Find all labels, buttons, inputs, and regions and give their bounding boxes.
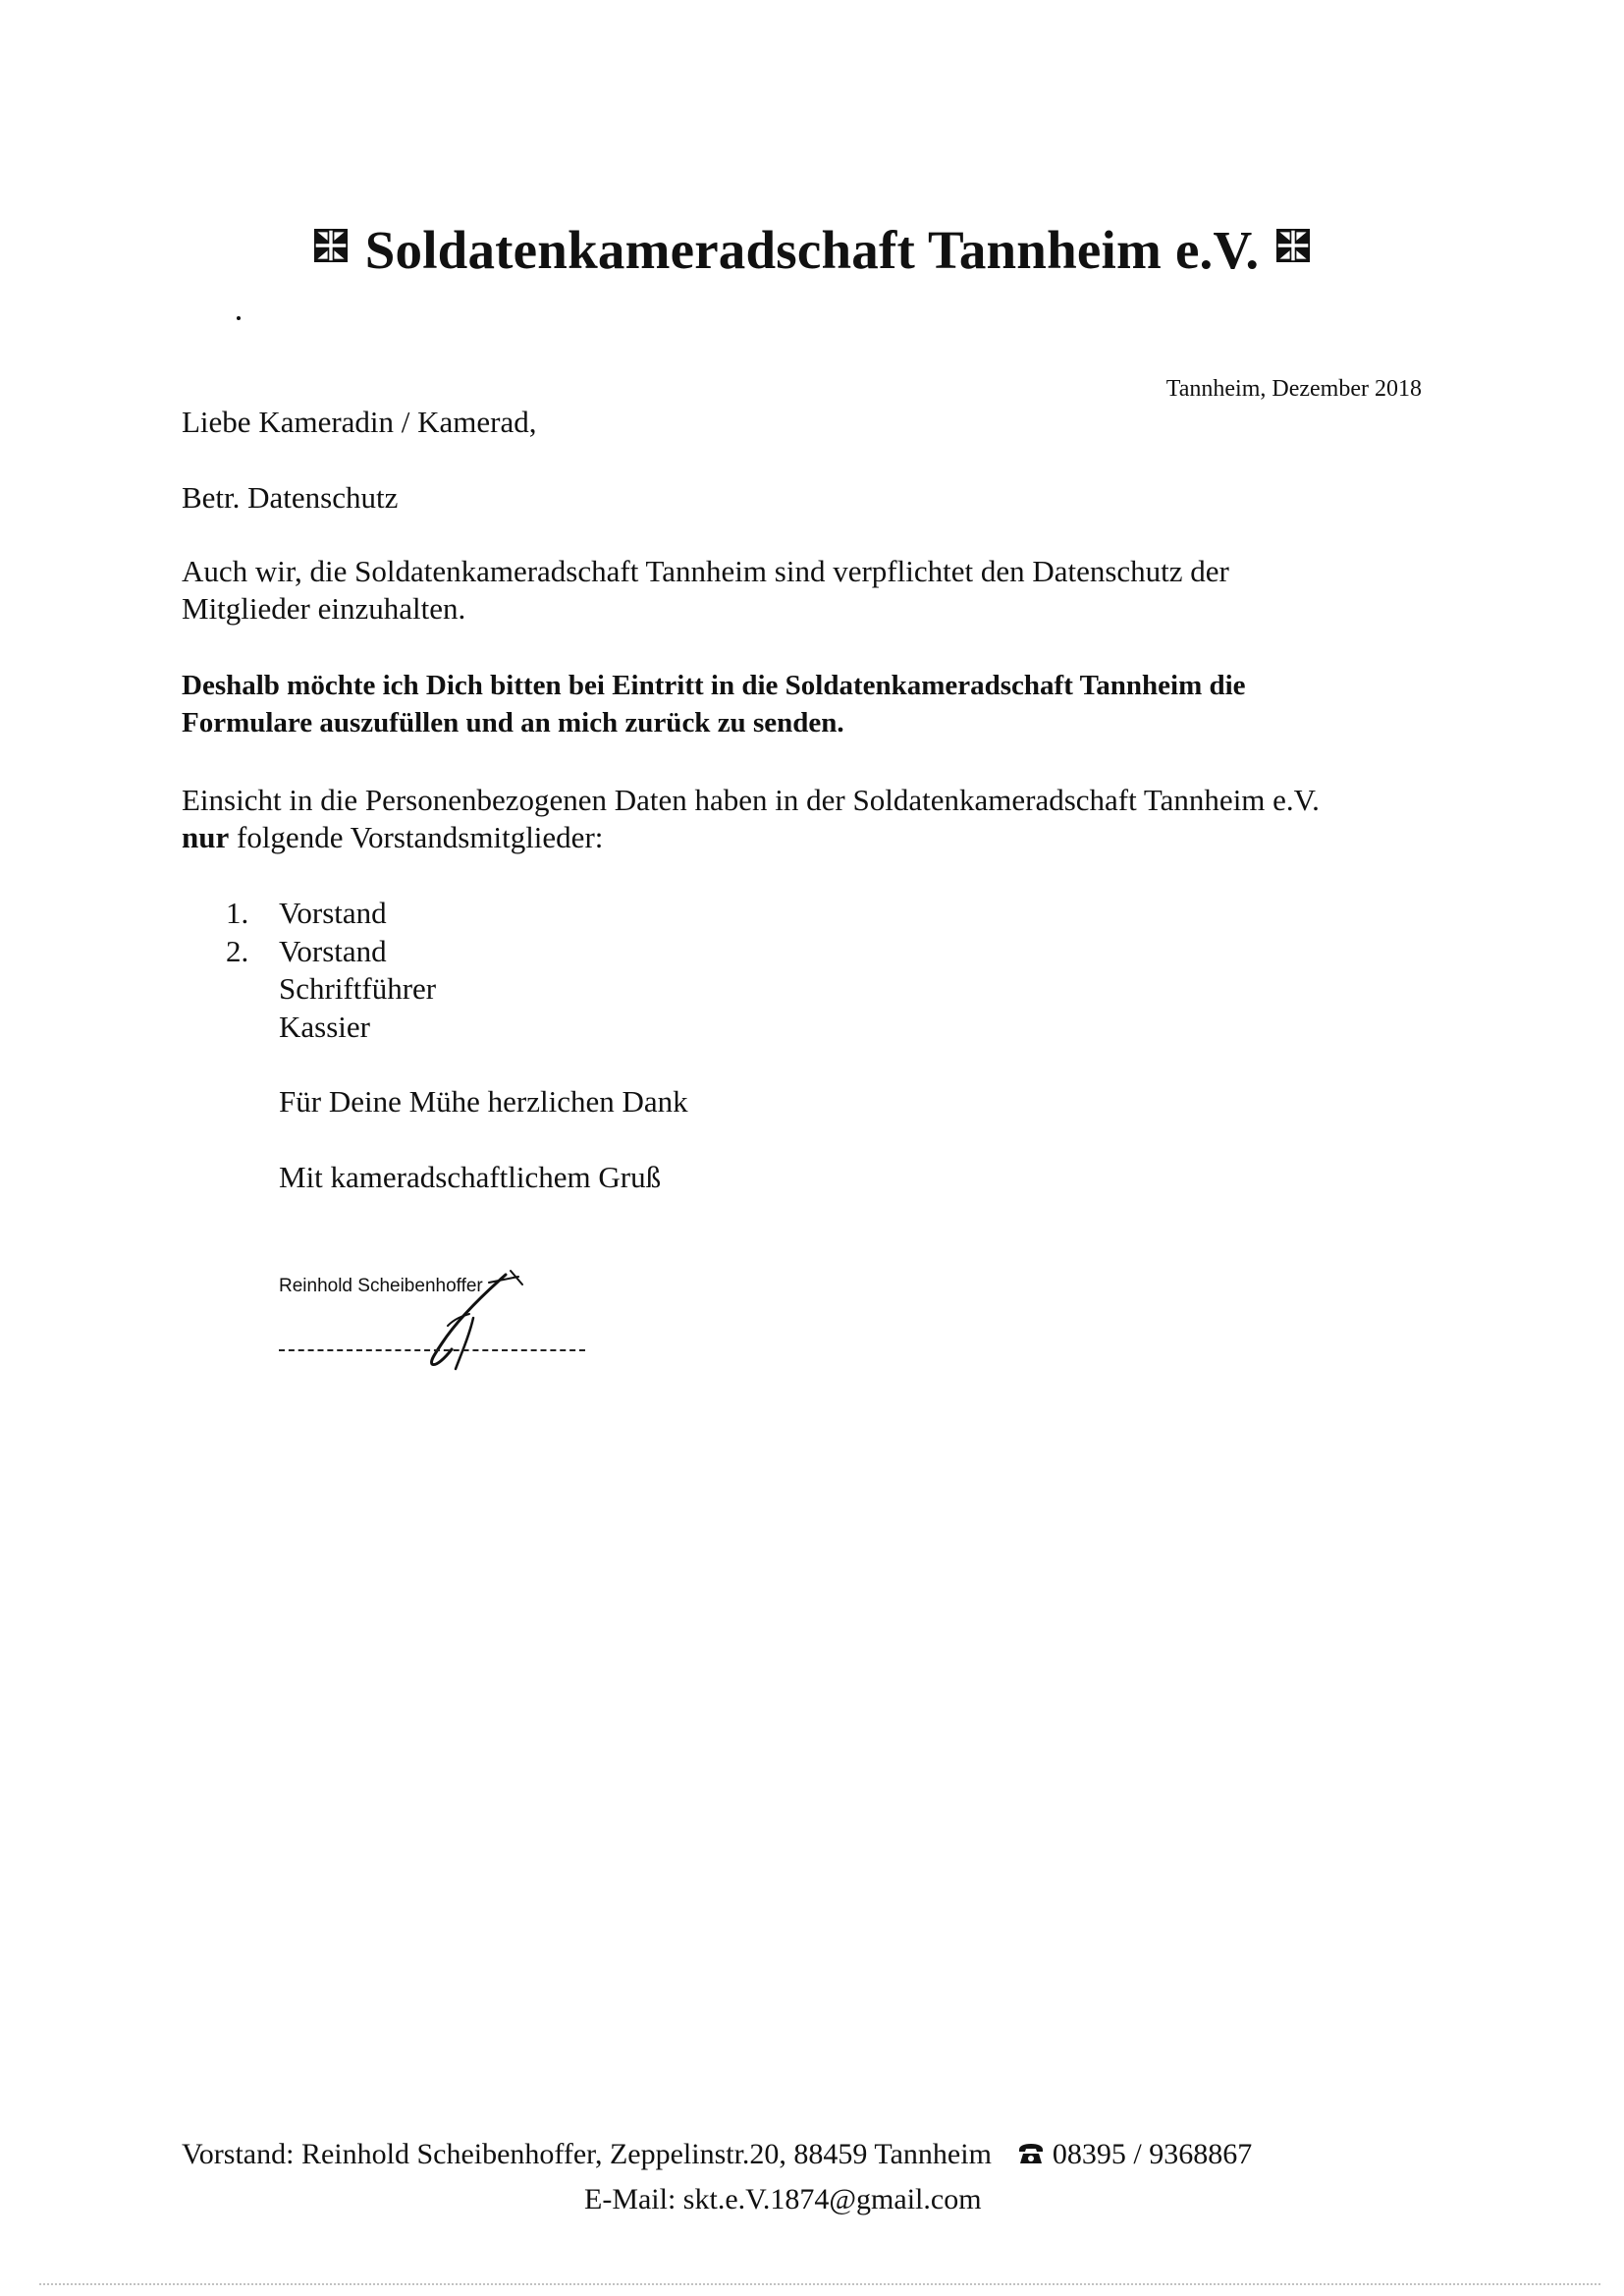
list-item: [226, 970, 436, 1009]
scan-edge: [39, 2283, 1600, 2287]
list-item-number: 1.: [226, 896, 249, 930]
emphasis-nur: nur: [182, 820, 230, 854]
paragraph-obligation: [182, 553, 1438, 628]
list-item-label: Kassier: [279, 1009, 370, 1044]
subject-line: Betr. Datenschutz: [182, 480, 399, 515]
paragraph-line: Deshalb möchte ich Dich bitten bei Eintritt in die Soldatenkameradschaft Tannheim die: [182, 670, 1246, 701]
regards-line: Mit kameradschaftlichem Gruß: [279, 1160, 662, 1194]
list-item-number: 2.: [226, 933, 249, 968]
signer-name: Reinhold Scheibenhoffer: [279, 1276, 483, 1296]
paragraph-line-rest: folgende Vorstandsmitglieder:: [229, 820, 604, 854]
footer-email: E-Mail: skt.e.V.1874@gmail.com: [584, 2183, 982, 2215]
footer-phone: 08395 / 9368867: [1052, 2138, 1253, 2170]
paragraph-line: Mitglieder einzuhalten.: [182, 591, 466, 626]
iron-cross-icon: [314, 229, 348, 262]
paragraph-access: [182, 782, 1438, 856]
letterhead: [0, 221, 1624, 281]
footer-board-address: Vorstand: Reinhold Scheibenhoffer, Zeppelinstr.20, 88459 Tannheim: [182, 2138, 992, 2170]
list-item-label: Schriftführer: [279, 971, 437, 1006]
letter-date: Tannheim, Dezember 2018: [1165, 376, 1422, 402]
scan-speck: [237, 316, 241, 320]
list-item-number: [226, 1009, 279, 1047]
paragraph-request: [182, 667, 1438, 741]
organization-title: Soldatenkameradschaft Tannheim e.V.: [364, 220, 1260, 280]
paragraph-line: Formulare auszufüllen und an mich zurück zu senden.: [182, 707, 844, 738]
footer-address: [0, 2138, 1624, 2171]
list-item-label: Vorstand: [279, 896, 387, 930]
telephone-icon: [1017, 2143, 1045, 2164]
list-item: [226, 1009, 436, 1047]
signature-line: [279, 1349, 585, 1351]
paragraph-line: Einsicht in die Personenbezogenen Daten haben in der Soldatenkameradschaft Tannheim e.V.: [182, 783, 1320, 817]
board-member-list: [226, 895, 436, 1046]
list-item-number: [226, 970, 279, 1009]
thanks-line: Für Deine Mühe herzlichen Dank: [279, 1084, 688, 1119]
paragraph-line: [182, 819, 1438, 856]
handwritten-signature: [412, 1267, 540, 1375]
greeting: Liebe Kameradin / Kamerad,: [182, 405, 537, 439]
list-item-label: Vorstand: [279, 933, 387, 968]
list-item: [226, 933, 436, 971]
list-item: [226, 895, 436, 933]
paragraph-line: Auch wir, die Soldatenkameradschaft Tannheim sind verpflichtet den Datenschutz der: [182, 554, 1229, 588]
iron-cross-icon: [1276, 229, 1310, 262]
